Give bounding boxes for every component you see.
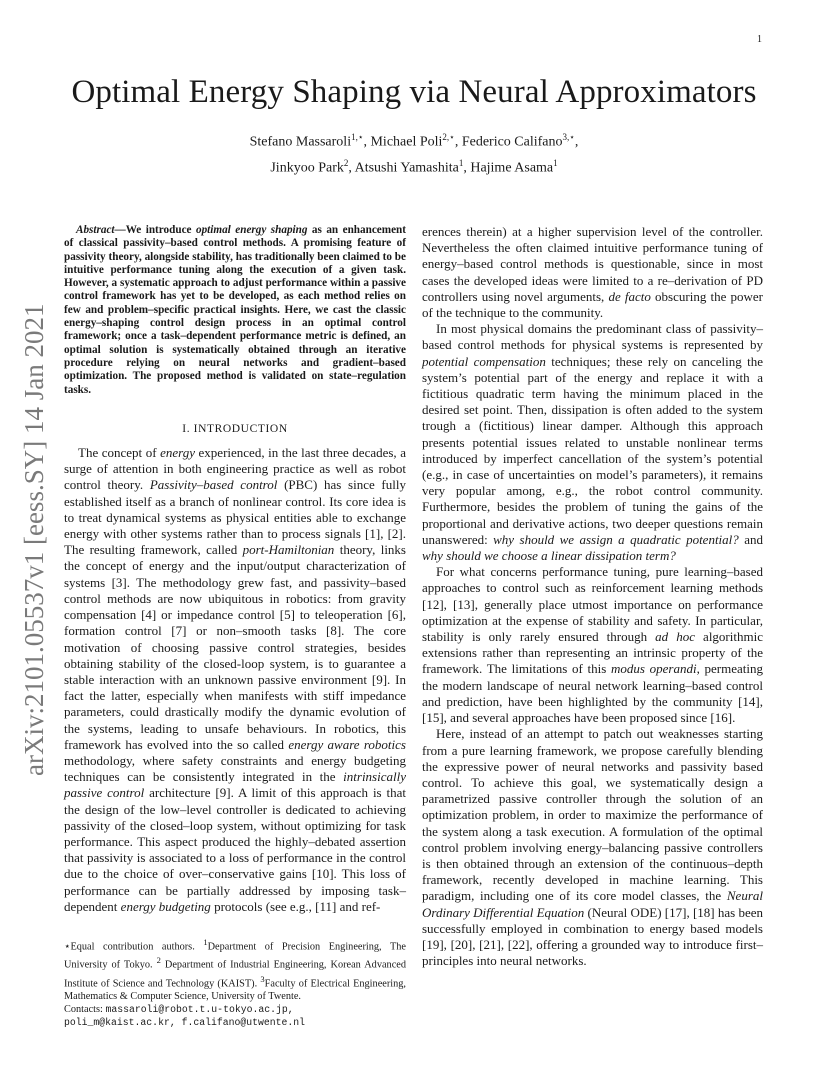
intro-paragraph — [64, 445, 406, 915]
footnote — [64, 936, 406, 1030]
citation-link[interactable]: [3] — [111, 574, 127, 590]
body-text: methodology, where safety constraints and energy budgeting techniques can be consistently integrated in the — [64, 752, 406, 785]
footnote-lead: Equal contribution authors. — [70, 941, 204, 953]
body-text: The concept of — [78, 445, 161, 461]
body-text: . The resulting framework, called — [64, 526, 407, 558]
author-separator: , — [463, 160, 471, 176]
footnote-sup-1: 1 — [203, 937, 208, 947]
emphasized-text: energy aware robotics — [288, 736, 406, 752]
body-text: algorithmic extensions rather than representing an intrinsic property of the framework. The limitations of this — [422, 629, 763, 677]
footnote-affiliation-1: Department of Precision Engineering, The University of Tokyo. — [64, 941, 406, 971]
body-text: has been successfully employed in combination to energy based models — [422, 904, 764, 936]
author-affiliation-mark: 2,⋆ — [442, 132, 455, 142]
emphasized-text: ad hoc — [655, 629, 695, 645]
emphasized-text: why should we assign a quadratic potential? — [493, 531, 739, 547]
emphasized-text: modus operandi — [610, 661, 697, 677]
author-line-2 — [0, 153, 828, 179]
body-text: theory, links the concept of energy and the input/output characterization of systems — [64, 542, 406, 590]
body-text: In most physical domains the predominant class of passivity–based control methods for physical systems is represented by — [422, 321, 763, 353]
body-text: , — [500, 936, 508, 952]
citation-link[interactable]: [9] — [215, 785, 231, 801]
author-name: Stefano Massaroli — [249, 134, 352, 150]
emphasized-text: potential compensation — [422, 353, 546, 369]
citation-link[interactable]: [7] — [171, 623, 187, 639]
footnote-sup-3: 3 — [260, 973, 265, 984]
author-list — [0, 127, 828, 178]
body-text: and ref- — [336, 898, 381, 914]
abstract-dash: —We introduce — [114, 224, 196, 236]
body-text: , — [443, 596, 454, 612]
citation-link[interactable]: [8] — [326, 623, 342, 639]
citation-link[interactable]: [14] — [738, 693, 760, 709]
footnote-star: ⋆ — [64, 941, 71, 953]
citation-link[interactable]: [15] — [422, 710, 444, 726]
right-column — [422, 224, 763, 969]
body-text: , — [759, 693, 763, 709]
body-text: (PBC) has since fully established itself as a branch of nonlinear control. Its core idea is to treat dynamical systems as physical entities able to exchange energy with other systems rather than to process signals — [64, 477, 406, 542]
body-text: For what concerns performance tuning, pure learning–based approaches to control such as reinforcement learning methods — [422, 564, 763, 596]
page-number: 1 — [757, 34, 762, 45]
author-name: Jinkyoo Park — [270, 160, 344, 176]
body-text: to teleoperation — [294, 607, 388, 623]
author-affiliation-mark: 1 — [553, 157, 558, 168]
author-name: Atsushi Yamashita — [354, 160, 459, 176]
paper-title: Optimal Energy Shaping via Neural Approximators — [71, 74, 757, 110]
citation-link[interactable]: [18] — [692, 904, 715, 920]
body-text: . The methodology grew fast, and passivity–based control methods are now ubiquitous in robotics: from gravity compensation — [64, 574, 406, 623]
citation-link[interactable]: [11] — [315, 898, 337, 914]
body-text: obscuring the power of the technique to the community. — [422, 288, 764, 321]
body-paragraph — [422, 564, 763, 726]
author-line-1 — [0, 127, 828, 153]
citation-link[interactable]: [22] — [507, 936, 530, 952]
footnote-sup-2: 2 — [156, 955, 161, 966]
body-paragraph — [422, 224, 763, 321]
citation-link[interactable]: [16] — [710, 710, 733, 726]
body-text: Here, instead of an attempt to patch out weaknesses starting from a pure learning framework, we propose carefully blending the expressive power of neural networks and passivity based control. To achieve this goal, we systematically design a parametrized passive controller through the solution of an optimization problem, in order to maximize the performance of the system along a task execution. A formulation of the optimal control problem involving energy–balancing passive controllers is then obtained through an extension of the continuous–depth framework, recently developed in machine learning. This paradigm, including one of its core model classes, the — [422, 726, 763, 904]
author-affiliation-mark: 3,⋆ — [562, 132, 575, 142]
citation-link[interactable]: [19] — [422, 936, 444, 952]
emphasized-text: Passivity–based control — [149, 477, 278, 493]
body-text: techniques; these rely on canceling the system’s potential part of the energy and replace it with a fictitious quadratic term having the minimum placed in the desired set point. Then, dissipation is often added to the system trough a (fictitious) linear damper. Although this approach presents potential issues related to unstable nonlinear terms introduced by imperfect cancellation of the system’s potential (e.g., in case of uncertainties on model’s parameters), it remains very popular among, e.g., the robot control community. Furthermore, besides the problem of tuning the gains of the proportional and derivative actions, two deeper questions remain unanswered: — [422, 353, 763, 547]
body-text: erences therein) at a higher supervision level of the controller. Nevertheless the often claimed intuitive performance tuning of energy–based control methods is questionable, since in most cases the developed ideas were limited to a re–derivation of PD controllers using novel arguments, — [422, 224, 763, 304]
emphasized-text: port-Hamiltonian — [242, 542, 335, 558]
body-text: , — [472, 936, 480, 952]
author-name: Federico Califano — [461, 134, 563, 150]
emphasized-text: why should we choose a linear dissipation term? — [422, 548, 676, 564]
contacts-label: Contacts: — [64, 1003, 106, 1015]
body-text: , — [380, 526, 388, 542]
author-name: Michael Poli — [370, 134, 443, 150]
body-text: , offering a grounded way to introduce first–principles into neural networks. — [422, 936, 764, 969]
body-text: , — [443, 936, 451, 952]
body-paragraph — [422, 726, 763, 969]
author-separator: , — [574, 134, 579, 150]
author-affiliation-mark: 1,⋆ — [351, 132, 364, 142]
body-text: , and several approaches have been proposed since — [443, 710, 711, 726]
emphasized-text: de facto — [608, 288, 651, 304]
body-text: . This loss of performance can be partially addressed by imposing task–dependent — [64, 866, 407, 914]
body-paragraph — [422, 321, 763, 564]
author-separator: , — [454, 134, 462, 150]
body-text: or impedance control — [156, 607, 280, 623]
author-separator: , — [348, 160, 355, 176]
citation-link[interactable]: [21] — [479, 936, 501, 952]
author-name: Hajime Asama — [470, 160, 554, 176]
email-link-1[interactable]: massaroli@robot.t.u-tokyo.ac.jp, — [105, 1003, 294, 1015]
footnote-affiliation-3: Faculty of Electrical Engineering, Mathematics & Computer Science, University of Twente. — [64, 978, 406, 1002]
citation-link[interactable]: [6] — [387, 607, 403, 623]
body-text: , permeating the modern landscape of neural network learning–based control and prediction, have been highlighted by the community — [422, 661, 764, 709]
arxiv-identifier-stamp[interactable]: arXiv:2101.05537v1 [eess.SY] 14 Jan 2021 — [19, 303, 49, 776]
author-separator: , — [363, 134, 371, 150]
citation-link[interactable]: [1] — [365, 526, 381, 542]
left-column — [64, 224, 406, 915]
emphasized-text: energy — [160, 445, 195, 461]
body-text: , formation control — [64, 607, 406, 639]
abstract-text: as an enhancement of classical passivity–based control methods. A promising feature of passivity theory, alongside stability, has traditionally been claimed to be intuitive performance tuning along the execution of a given task. However, a systematic approach to adjust performance within a passive control framework has yet to be developed, as each method relies on few and problem–specific practical insights. Here, we cast the classic energy–shaping control design process in an optimal control framework; once a task–dependent performance metric is defined, an optimal solution is systematically obtained through an iterative procedure relying on neural networks and gradient–based optimization. The proposed method is validated on state–regulation tasks. — [64, 224, 406, 396]
body-text: (Neural ODE) — [584, 904, 665, 920]
body-text: . A limit of this approach is that the design of the low–level controller is dedicated to achieving passivity of the closed–loop system, without optimizing for task performance. This aspect produced the highly–debated assertion that passivity is associated to a loss of performance in the control due to the choice of over–conservative gains — [64, 785, 407, 882]
body-text: protocols (see e.g., — [210, 898, 316, 914]
body-text: . — [732, 710, 736, 726]
author-affiliation-mark: 1 — [458, 157, 464, 168]
author-affiliation-mark: 2 — [343, 157, 349, 168]
body-text: . The core motivation of choosing passive control strategies, besides obtaining stability of the closed-loop system, is to guarantee a stable interaction with an unknown passive environment — [64, 623, 406, 687]
email-link-2[interactable]: poli_m@kaist.ac.kr, f.califano@utwente.nl — [64, 1016, 306, 1028]
citation-link[interactable]: [17] — [664, 904, 687, 920]
citation-link[interactable]: [2] — [387, 526, 403, 542]
citation-link[interactable]: [10] — [311, 866, 334, 882]
body-text: , — [686, 904, 693, 920]
citation-link[interactable]: [9] — [371, 671, 388, 687]
citation-link[interactable]: [13] — [453, 596, 475, 612]
body-text: and — [738, 531, 763, 547]
body-text: or non–smooth tasks — [186, 623, 326, 639]
emphasized-text: energy budgeting — [120, 898, 211, 914]
body-text: experienced, in the last three decades, a surge of attention in both engineering practice as well as robot control theory. — [64, 445, 406, 493]
emphasized-text: intrinsically passive control — [64, 769, 406, 801]
citation-link[interactable]: [5] — [279, 607, 295, 623]
abstract-emphasis: optimal energy shaping — [195, 224, 308, 236]
abstract — [64, 224, 406, 397]
section-heading-introduction: I. INTRODUCTION — [182, 422, 288, 435]
body-text: architecture — [144, 785, 216, 801]
abstract-label: Abstract — [76, 224, 115, 236]
citation-link[interactable]: [4] — [141, 607, 157, 623]
emphasized-text: Neural Ordinary Differential Equation — [422, 888, 763, 920]
footnote-affiliation-2: Department of Industrial Engineering, Korean Advanced Institute of Science and Technology (KAIST). — [64, 959, 406, 990]
citation-link[interactable]: [20] — [450, 936, 473, 952]
body-text: . In fact the latter, especially when manifests with stiff impedance parameters, could drastically modify the dynamic evolution of the systems, leading to unsafe behaviours. In robotics, this framework has evolved into the so called — [64, 671, 406, 752]
body-text: , generally place utmost importance on performance optimization at the expense of stability and safety. In particular, stability is only rarely ensured through — [422, 596, 763, 645]
citation-link[interactable]: [12] — [422, 596, 444, 612]
